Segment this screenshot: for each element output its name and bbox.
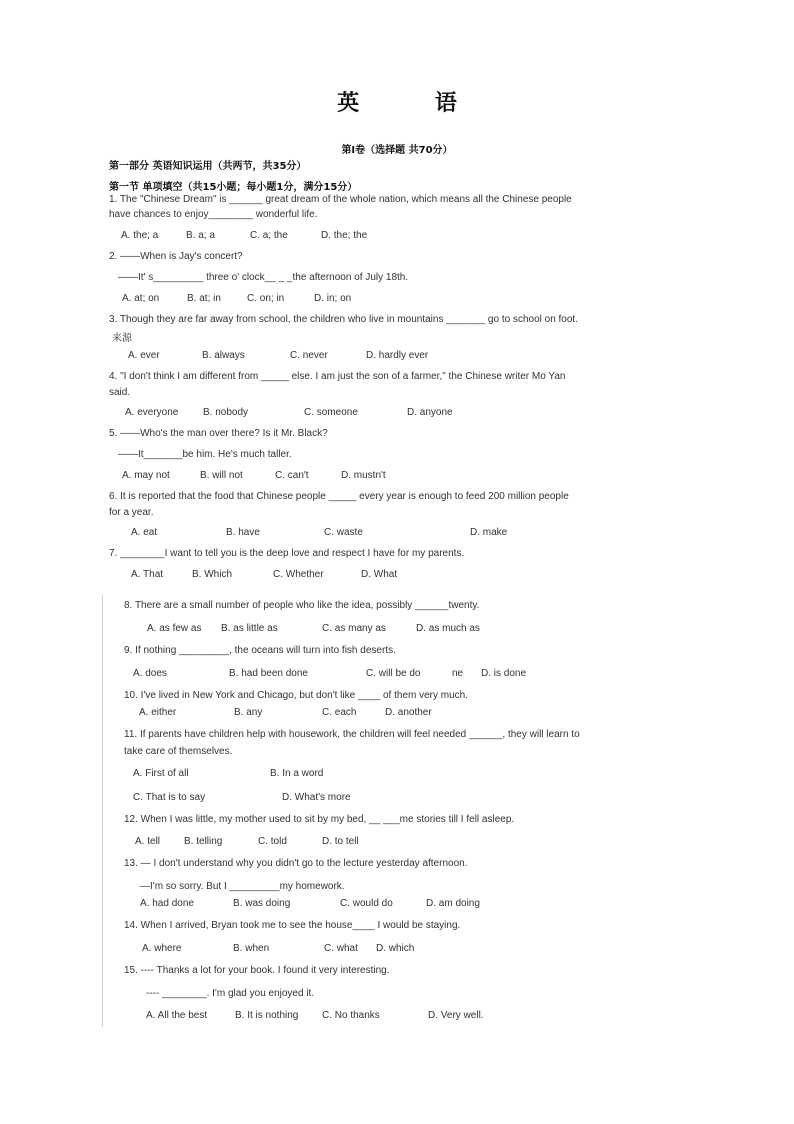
option-d[interactable]: D. hardly ever (366, 350, 429, 361)
option-a[interactable]: A. as few as (147, 623, 202, 634)
option-a[interactable]: A. where (142, 943, 182, 954)
page-title: 英 语 (337, 90, 491, 116)
option-c-continued: ne (452, 668, 464, 679)
question-text: 11. If parents have children help with housework, the children will feel needed ______, they will learn to (124, 729, 580, 740)
option-a[interactable]: A. eat (131, 527, 158, 538)
option-c[interactable]: C. never (290, 350, 328, 361)
option-b[interactable]: B. any (234, 707, 263, 718)
option-a[interactable]: A. the; a (121, 230, 159, 241)
option-b[interactable]: B. It is nothing (235, 1010, 299, 1021)
option-a[interactable]: A. First of all (133, 768, 189, 779)
option-d[interactable]: D. as much as (416, 623, 480, 634)
question-text: 8. There are a small number of people who like the idea, possibly ______twenty. (124, 600, 480, 611)
option-c[interactable]: C. what (324, 943, 358, 954)
option-a[interactable]: A. ever (128, 350, 160, 361)
option-b[interactable]: B. have (226, 527, 260, 538)
question-text: 12. When I was little, my mother used to sit by my bed, __ ___me stories till I fell asleep. (124, 814, 515, 825)
margin-line (102, 595, 103, 1027)
option-b[interactable]: B. was doing (233, 898, 291, 909)
question-text: 6. It is reported that the food that Chinese people _____ every year is enough to feed 200 million people (109, 491, 569, 502)
option-d[interactable]: D. am doing (426, 898, 480, 909)
question-text: said. (109, 387, 131, 398)
option-c[interactable]: C. That is to say (133, 792, 206, 803)
option-d[interactable]: D. mustn't (341, 470, 386, 481)
option-c[interactable]: C. each (322, 707, 357, 718)
option-b[interactable]: B. always (202, 350, 245, 361)
option-d[interactable]: D. Very well. (428, 1010, 484, 1021)
option-a[interactable]: A. does (133, 668, 167, 679)
section-header: 第一节 单项填空（共15小题；每小题1分，满分15分） (109, 182, 358, 193)
question-text: 13. — I don't understand why you didn't go to the lecture yesterday afternoon. (124, 858, 468, 869)
option-c[interactable]: C. can't (275, 470, 309, 481)
option-d[interactable]: D. another (385, 707, 432, 718)
option-d[interactable]: D. What's more (282, 792, 351, 803)
option-c[interactable]: C. a; the (250, 230, 288, 241)
option-c[interactable]: C. will be do (366, 668, 421, 679)
question-text: 4. "I don't think I am different from _____ else. I am just the son of a farmer," the Chinese writer Mo Yan (109, 371, 566, 382)
option-d[interactable]: D. in; on (314, 293, 352, 304)
option-c[interactable]: C. on; in (247, 293, 285, 304)
option-c[interactable]: C. waste (324, 527, 363, 538)
option-b[interactable]: B. had been done (229, 668, 308, 679)
option-b[interactable]: B. a; a (186, 230, 215, 241)
option-b[interactable]: B. nobody (203, 407, 249, 418)
option-d[interactable]: D. which (376, 943, 415, 954)
question-text: 14. When I arrived, Bryan took me to see the house____ I would be staying. (124, 920, 461, 931)
volume-header: 第Ⅰ卷（选择题 共70分） (341, 145, 453, 156)
option-c[interactable]: C. someone (304, 407, 358, 418)
question-text: 9. If nothing _________, the oceans will turn into fish deserts. (124, 645, 396, 656)
question-text: ---- ________. I'm glad you enjoyed it. (146, 988, 315, 999)
option-d[interactable]: D. the; the (321, 230, 368, 241)
question-text: 5. ——Who's the man over there? Is it Mr. Black? (109, 428, 328, 439)
option-d[interactable]: D. is done (481, 668, 527, 679)
question-text: 2. ——When is Jay's concert? (109, 251, 243, 262)
question-text: for a year. (109, 507, 154, 518)
option-a[interactable]: A. had done (140, 898, 194, 909)
option-a[interactable]: A. at; on (122, 293, 160, 304)
question-text: take care of themselves. (124, 746, 233, 757)
option-b[interactable]: B. at; in (187, 293, 221, 304)
question-text: have chances to enjoy________ wonderful life. (109, 209, 318, 220)
option-c[interactable]: C. Whether (273, 569, 324, 580)
question-text: ——It_______be him. He's much taller. (118, 449, 292, 460)
option-c[interactable]: C. No thanks (322, 1010, 380, 1021)
question-text: 来源 (112, 333, 132, 344)
option-b[interactable]: B. Which (192, 569, 233, 580)
option-b[interactable]: B. as little as (221, 623, 278, 634)
question-text: 3. Though they are far away from school, the children who live in mountains _______ go to school on foot. (109, 314, 578, 325)
option-b[interactable]: B. telling (184, 836, 223, 847)
option-b[interactable]: B. In a word (270, 768, 324, 779)
question-text: —I'm so sorry. But I _________my homework. (140, 881, 345, 892)
option-a[interactable]: A. tell (135, 836, 161, 847)
question-text: 15. ---- Thanks a lot for your book. I found it very interesting. (124, 965, 390, 976)
option-a[interactable]: A. may not (122, 470, 170, 481)
option-c[interactable]: C. would do (340, 898, 393, 909)
option-d[interactable]: D. make (470, 527, 508, 538)
option-a[interactable]: A. everyone (125, 407, 179, 418)
question-text: 1. The "Chinese Dream" is ______ great dream of the whole nation, which means all the Chinese people (109, 194, 572, 205)
option-d[interactable]: D. anyone (407, 407, 453, 418)
option-d[interactable]: D. What (361, 569, 398, 580)
question-text: 10. I've lived in New York and Chicago, but don't like ____ of them very much. (124, 690, 469, 701)
option-a[interactable]: A. That (131, 569, 164, 580)
option-c[interactable]: C. told (258, 836, 287, 847)
option-c[interactable]: C. as many as (322, 623, 386, 634)
question-text: 7. ________I want to tell you is the deep love and respect I have for my parents. (109, 548, 465, 559)
part-header: 第一部分 英语知识运用（共两节，共35分） (109, 161, 307, 172)
option-b[interactable]: B. when (233, 943, 270, 954)
option-d[interactable]: D. to tell (322, 836, 359, 847)
option-a[interactable]: A. All the best (146, 1010, 208, 1021)
option-b[interactable]: B. will not (200, 470, 243, 481)
option-a[interactable]: A. either (139, 707, 177, 718)
question-text: ——It' s_________ three o' clock__ _ _the afternoon of July 18th. (118, 272, 409, 283)
